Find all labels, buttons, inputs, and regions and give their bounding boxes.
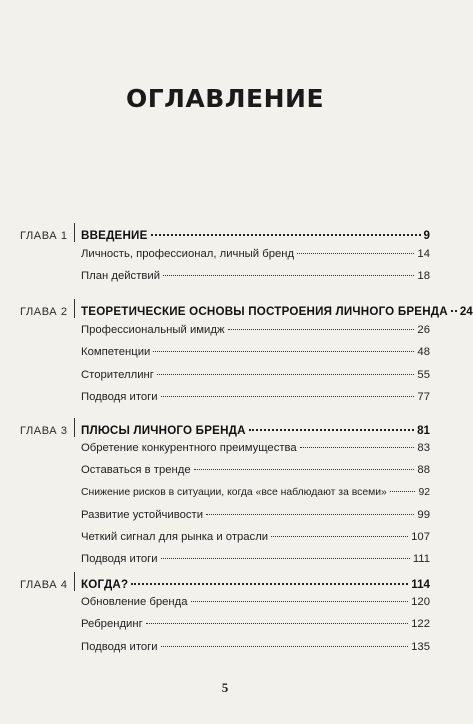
toc-entry[interactable]: [81, 248, 430, 270]
chapter-heading[interactable]: [81, 305, 473, 318]
toc-entry[interactable]: [81, 531, 430, 553]
chapter-label: ГЛАВА 2: [20, 306, 68, 318]
entry-page: 55: [417, 368, 430, 381]
toc-entry[interactable]: [81, 369, 430, 391]
entry-page: 135: [411, 640, 430, 653]
toc-entry[interactable]: [81, 596, 430, 618]
dot-leader: [271, 536, 408, 537]
entry-title: Подводя итоги: [81, 553, 158, 566]
entry-title: Компетенции: [81, 346, 151, 359]
chapter-3-entries: [81, 442, 430, 576]
chapter-page: 24: [459, 305, 473, 318]
entry-page: 111: [412, 553, 430, 566]
chapter-divider: [74, 572, 75, 591]
dot-leader: [146, 623, 408, 624]
toc-entry[interactable]: [81, 509, 430, 531]
chapter-title: ПЛЮСЫ ЛИЧНОГО БРЕНДА: [81, 424, 246, 437]
chapter-heading[interactable]: [81, 578, 430, 591]
chapter-label: ГЛАВА 3: [20, 425, 68, 437]
entry-title: Профессиональный имидж: [81, 324, 225, 336]
toc-entry[interactable]: [81, 641, 430, 663]
dot-leader: [131, 583, 408, 585]
toc-entry[interactable]: [81, 346, 430, 368]
dot-leader: [163, 275, 414, 276]
entry-title: Личность, профессионал, личный бренд: [81, 248, 295, 260]
dot-leader: [297, 253, 414, 254]
dot-leader: [194, 469, 415, 470]
entry-page: 26: [417, 324, 430, 336]
chapter-label: ГЛАВА 1: [20, 230, 68, 242]
entry-page: 107: [411, 531, 430, 544]
dot-leader: [390, 491, 416, 492]
entry-page: 18: [417, 270, 430, 283]
chapter-divider: [74, 299, 75, 318]
entry-title: Ребрендинг: [81, 618, 143, 631]
chapter-page: 81: [417, 424, 430, 437]
chapter-label: ГЛАВА 4: [20, 579, 68, 591]
entry-title: Обновление бренда: [81, 596, 188, 608]
entry-page: 83: [417, 442, 430, 454]
dot-leader: [161, 396, 415, 397]
page-number: 5: [221, 680, 229, 695]
dot-leader: [161, 558, 410, 559]
entry-title: Снижение рисков в ситуации, когда «все наблюдают за всеми»: [81, 486, 387, 498]
entry-page: 77: [417, 390, 430, 403]
dot-leader: [153, 351, 414, 352]
dot-leader: [157, 374, 415, 375]
dot-leader: [300, 447, 415, 448]
toc-entry[interactable]: [81, 464, 430, 486]
dot-leader: [161, 646, 409, 647]
entry-page: 88: [417, 464, 430, 477]
dot-leader: [451, 310, 457, 312]
chapter-heading[interactable]: [81, 229, 430, 242]
toc-entry[interactable]: [81, 618, 430, 640]
chapter-4-entries: [81, 596, 430, 663]
chapter-divider: [74, 418, 75, 437]
chapter-title: ВВЕДЕНИЕ: [81, 229, 148, 242]
entry-title: Четкий сигнал для рынка и отрасли: [81, 531, 269, 544]
entry-page: 48: [417, 346, 430, 359]
entry-title: Подводя итоги: [81, 640, 158, 653]
entry-title: План действий: [81, 270, 161, 283]
chapter-2-entries: [81, 324, 430, 413]
chapter-title: КОГДА?: [81, 578, 129, 591]
dot-leader: [228, 329, 415, 330]
entry-page: 99: [417, 508, 430, 521]
toc-entry[interactable]: [81, 442, 430, 464]
chapter-page: 9: [423, 229, 430, 242]
entry-title: Оставаться в тренде: [81, 464, 191, 477]
chapter-divider: [74, 223, 75, 242]
chapter-1-entries: [81, 248, 430, 293]
entry-title: Развитие устойчивости: [81, 508, 204, 521]
toc-entry[interactable]: [81, 553, 430, 575]
toc-title: ОГЛАВЛЕНИЕ: [125, 84, 325, 113]
entry-title: Подводя итоги: [81, 390, 158, 403]
entry-title: Обретение конкурентного преимущества: [81, 442, 297, 454]
chapter-page: 114: [411, 578, 430, 591]
entry-page: 122: [411, 618, 430, 631]
dot-leader: [191, 601, 409, 602]
dot-leader: [206, 514, 414, 515]
chapter-title: ТЕОРЕТИЧЕСКИЕ ОСНОВЫ ПОСТРОЕНИЯ ЛИЧНОГО БРЕНДА: [81, 305, 448, 318]
entry-page: 120: [411, 596, 430, 608]
toc-entry[interactable]: [81, 270, 430, 292]
chapter-heading[interactable]: [81, 424, 430, 437]
toc-entry[interactable]: [81, 391, 430, 413]
entry-page: 92: [418, 486, 430, 498]
toc-entry[interactable]: [81, 324, 430, 346]
entry-title: Сторителлинг: [81, 368, 154, 381]
toc-entry[interactable]: [81, 487, 430, 509]
entry-page: 14: [417, 248, 430, 260]
dot-leader: [151, 234, 421, 236]
dot-leader: [249, 429, 414, 431]
